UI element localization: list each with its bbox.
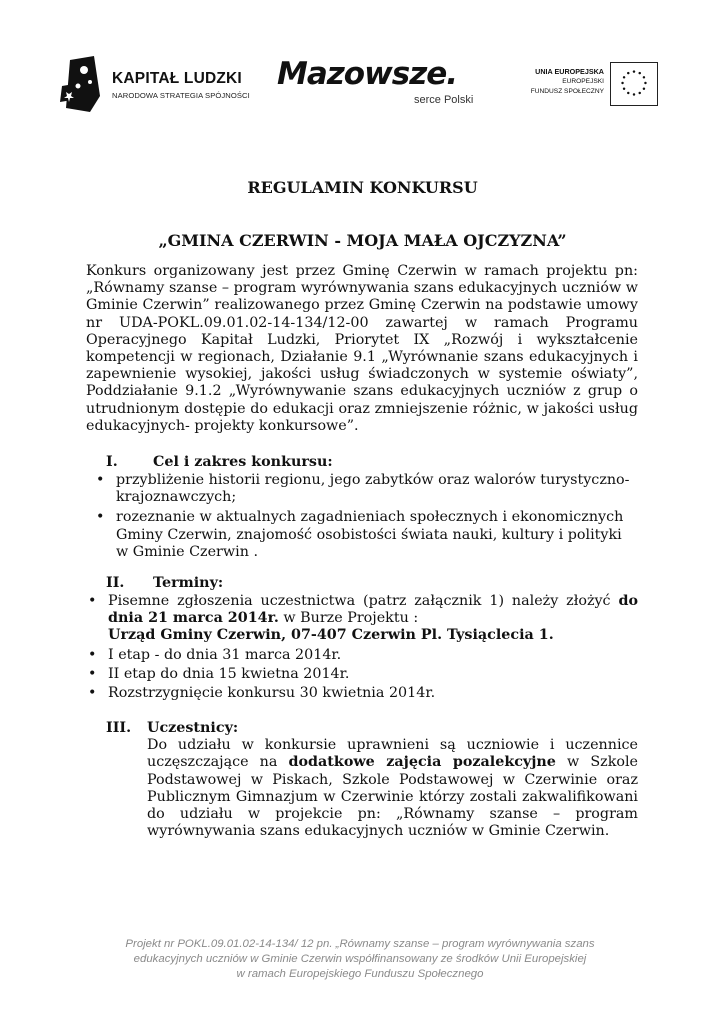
- eu-logo-line2: EUROPEJSKI: [562, 78, 604, 85]
- section-2-number: II.: [106, 575, 125, 592]
- section-3-title: Uczestnicy:: [147, 720, 239, 737]
- list-item: • II etap do dnia 15 kwietna 2014r.: [86, 666, 638, 683]
- section-3-number: III.: [106, 720, 132, 737]
- document-body: [86, 263, 638, 840]
- eu-logo-line1: UNIA EUROPEJSKA: [535, 67, 604, 76]
- list-item: [86, 593, 638, 645]
- contest-name: „GMINA CZERWIN - MOJA MAŁA OJCZYZNA”: [158, 231, 567, 250]
- submission-place: w Burze Projektu :: [278, 610, 419, 627]
- section-1-list: [86, 472, 638, 561]
- mazowsze-subtitle: serce Polski: [414, 94, 474, 106]
- section-1-title: Cel i zakres konkursu:: [153, 454, 333, 471]
- section-3-heading: [86, 720, 638, 737]
- eu-flag-icon: [610, 62, 658, 106]
- footer-line-3: w ramach Europejskiego Funduszu Społecznego: [236, 968, 484, 980]
- section-2-heading: [86, 575, 638, 593]
- list-item: • I etap - do dnia 31 marca 2014r.: [86, 647, 638, 664]
- kapital-ludzki-title: KAPITAŁ LUDZKI: [112, 70, 242, 87]
- section-3-paragraph: [147, 737, 638, 840]
- footer-line-2: edukacyjnych uczniów w Gminie Czerwin współfinansowany ze środków Unii Europejskiej: [133, 953, 587, 965]
- section-1-heading: [86, 454, 638, 472]
- list-item: • Rozstrzygnięcie konkursu 30 kwietnia 2014r.: [86, 685, 638, 702]
- submission-address: Urząd Gminy Czerwin, 07-407 Czerwin Pl. Tysiąclecia 1.: [108, 627, 554, 644]
- list-item: • przybliżenie historii regionu, jego zabytków oraz walorów turystyczno-krajoznawczych;: [86, 472, 638, 506]
- mazowsze-logo: [277, 58, 477, 110]
- list-item: • rozeznanie w aktualnych zagadnieniach społecznych i ekonomicznych Gminy Czerwin, znajomość osobistości świata nauki, kultury i polityki w Gminie Czerwin .: [86, 509, 638, 561]
- submission-deadline: do dnia 21 marca 2014r.: [108, 593, 638, 627]
- submission-text: Pisemne zgłoszenia uczestnictwa (patrz załącznik 1) należy złożyć: [108, 593, 619, 610]
- kapital-ludzki-logo: [60, 56, 260, 116]
- eu-logo-line3: FUNDUSZ SPOŁECZNY: [530, 88, 604, 95]
- intro-paragraph: Konkurs organizowany jest przez Gminę Czerwin w ramach projektu pn: „Równamy szanse – program wyrównywania szans edukacyjnych uczniów w Gminie Czerwin” realizowanego przez Gminę Czerwin na podstawie umowy nr UDA-POKL.09.01.02-14-134/12-00 zawartej w ramach Programu Operacyjnego Kapitał Ludzki, Priorytet IX „Rozwój i wykształcenie kompetencji w regionach, Działanie 9.1 „Wyrównanie szans edukacyjnych i zapewnienie wysokiej, jakości usług świadczonych w systemie oświaty”, Poddziałanie 9.1.2 „Wyrównywanie szans edukacyjnych uczniów z grup o utrudnionym dostępie do edukacji oraz zmniejszenie różnic, w jakości usług edukacyjnych- projekty konkursowe”.: [86, 263, 638, 434]
- section-2-list: [86, 593, 638, 702]
- document-title: REGULAMIN KONKURSU: [247, 178, 478, 197]
- participants-rest: w Szkole Podstawowej w Piskach, Szkole Podstawowej w Czerwinie oraz Publicznym Gimnazjum w Czerwinie którzy zostali zakwalifikowani do udziału w projekcie pn: „Równamy szanse – program wyrównywania szans edukacyjnych uczniów w Gminie Czerwin.: [147, 754, 638, 840]
- page-footer: [60, 937, 660, 982]
- participants-text: Do udziału w konkursie uprawnieni są uczniowie i uczennice uczęszczające na: [147, 737, 638, 771]
- participants-bold: dodatkowe zajęcia pozalekcyjne: [288, 754, 556, 771]
- section-1-number: I.: [106, 454, 118, 471]
- footer-line-1: Projekt nr POKL.09.01.02-14-134/ 12 pn. „Równamy szanse – program wyrównywania szans: [125, 938, 595, 950]
- eu-logo: [508, 62, 658, 108]
- kapital-ludzki-subtitle: NARODOWA STRATEGIA SPÓJNOŚCI: [112, 91, 250, 100]
- mazowsze-wordmark: Mazowsze.: [277, 56, 458, 92]
- kapital-ludzki-emblem-icon: [60, 56, 104, 114]
- section-2-title: Terminy:: [153, 575, 224, 592]
